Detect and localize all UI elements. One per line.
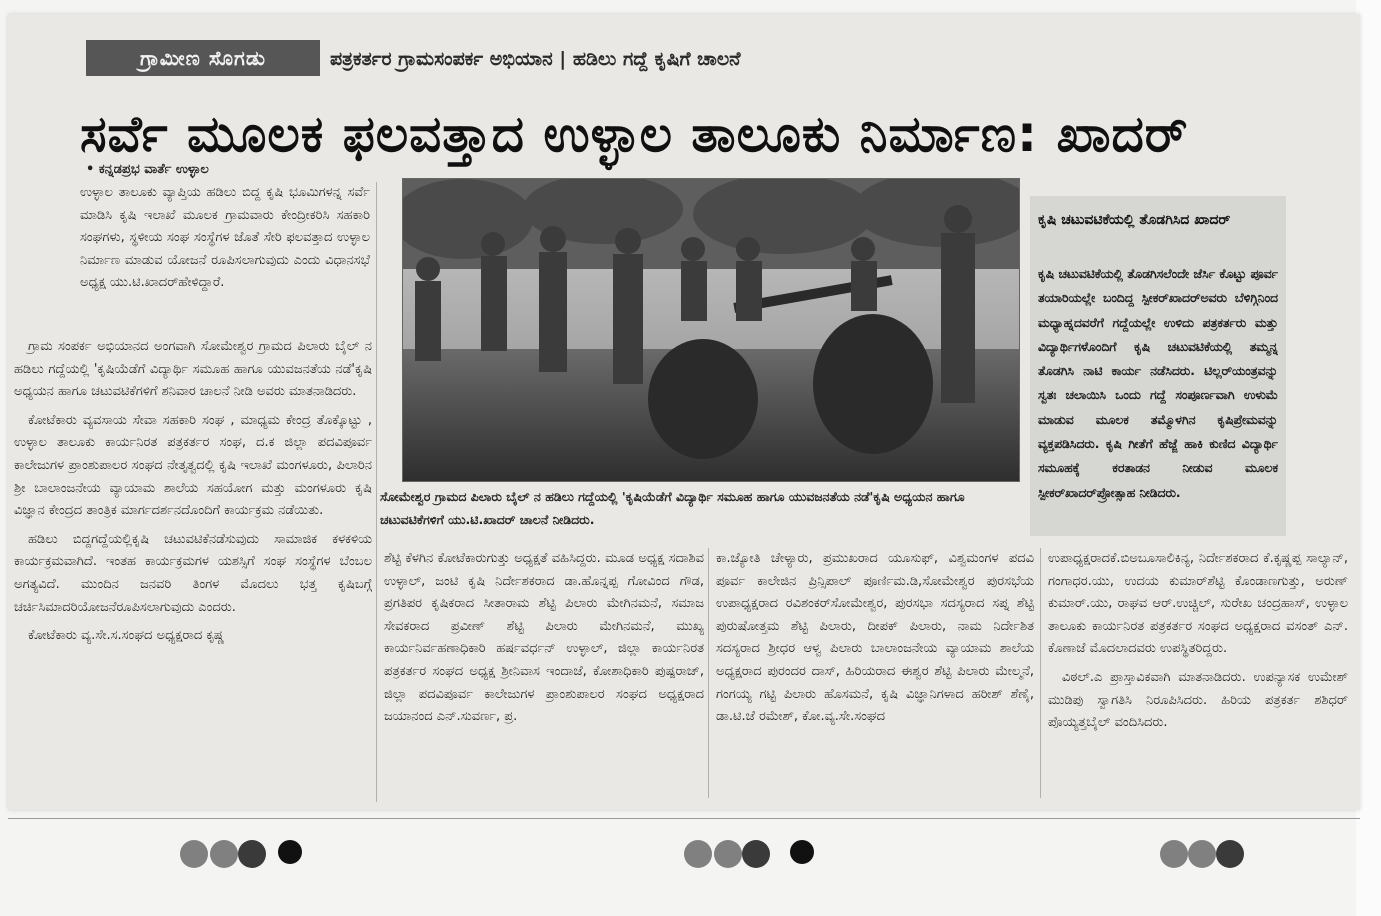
punch-holes-center xyxy=(684,838,824,870)
headline: ಸರ್ವೆ ಮೂಲಕ ಫಲವತ್ತಾದ ಉಳ್ಳಾಲ ತಾಲೂಕು ನಿರ್ಮಾಣ: ಖಾದರ್ xyxy=(80,105,1189,163)
column-divider xyxy=(1040,548,1041,798)
kicker-line: ಪತ್ರಕರ್ತರ ಗ್ರಾಮಸಂಪರ್ಕ ಅಭಿಯಾನ | ಹಡಿಲು ಗದ್ದೆ ಕೃಷಿಗೆ ಚಾಲನೆ xyxy=(330,48,741,70)
article-column-4 xyxy=(1048,548,1348,798)
paragraph: ಉಪಾಧ್ಯಕ್ಷರಾದಕೆ.ಬಿಅಬೂಸಾಲಿಕಿನ್ಯ, ನಿರ್ದೇಶಕರಾದ ಕೆ.ಕೃಷ್ಣಪ್ಪ ಸಾಲ್ಯಾನ್, ಗಂಗಾಧರ.ಯು, ಉದಯ ಕುಮಾರ್‌ಶೆಟ್ಟಿ ಕೊಂಡಾಣಗುತ್ತು, ಅರುಣ್ ಕುಮಾರ್.ಯು, ರಾಘವ ಆರ್.ಉಚ್ಚಿಲ್, ಸುರೇಖ ಚಂದ್ರಹಾಸ್, ಉಳ್ಳಾಲ ತಾಲೂಕು ಕಾರ್ಯನಿರತ ಪತ್ರಕರ್ತರ ಸಂಘದ ಅಧ್ಯಕ್ಷರಾದ ವಸಂತ್ ಎನ್. ಕೊಣಾಜೆ ಮೊದಲಾದವರು ಉಪಸ್ಥಿತರಿದ್ದರು. xyxy=(1048,551,1348,657)
punch-holes-left xyxy=(180,838,310,870)
bottom-rule xyxy=(8,818,1360,819)
sidebar-text: ಕೃಷಿ ಚಟುವಟಿಕೆಯಲ್ಲಿ ತೊಡಗಿಸಲೆಂದೇ ಜೆರ್ಸಿ ಕೊಟ್ಟು ಪೂರ್ವ ತಯಾರಿಯಲ್ಲೇ ಬಂದಿದ್ದ ಸ್ಪೀಕರ್‌ಖಾದರ್‌ಅವರು ಬೆಳಿಗ್ಗಿನಿಂದ ಮಧ್ಯಾಹ್ನದವರೆಗೆ ಗದ್ದೆಯಲ್ಲೇ ಉಳಿದು ಪತ್ರಕರ್ತರು ಮತ್ತು ವಿದ್ಯಾರ್ಥಿಗಳೊಂದಿಗೆ ಕೃಷಿ ಚಟುವಟಿಕೆಯಲ್ಲಿ ತಮ್ಮನ್ನ ತೊಡಗಿಸಿ ನಾಟಿ ಕಾರ್ಯ ನಡೆಸಿದರು. ಟಿಲ್ಲರ್‌ಯಂತ್ರವನ್ನು ಸ್ವತಃ ಚಲಾಯಿಸಿ ಒಂದು ಗದ್ದೆ ಸಂಪೂರ್ಣವಾಗಿ ಉಳುಮೆ ಮಾಡುವ ಮೂಲಕ ತಮ್ಮೊಳಗಿನ ಕೃಷಿಪ್ರೇಮವನ್ನು ವ್ಯಕ್ತಪಡಿಸಿದರು. ಕೃಷಿ ಗೀತೆಗೆ ಹೆಜ್ಜೆ ಹಾಕಿ ಕುಣಿದ ವಿದ್ಯಾರ್ಥಿ ಸಮೂಹಕ್ಕೆ ಕರತಾಡನ ನೀಡುವ ಮೂಲಕ ಸ್ಪೀಕರ್‌ಖಾದರ್‌ಪ್ರೋತ್ಸಾಹ ನೀಡಿದರು. xyxy=(1038,267,1278,500)
paragraph: ವಿಠಲ್.ಎ ಪ್ರಾಸ್ತಾವಿಕವಾಗಿ ಮಾತನಾಡಿದರು. ಉಪನ್ಯಾಸಕ ಉಮೇಶ್ ಮುಡಿಪು ಸ್ವಾಗತಿಸಿ ನಿರೂಪಿಸಿದರು. ಹಿರಿಯ ಪತ್ರಕರ್ತ ಶಶಿಧರ್ ಪೊಯ್ಯತ್ತಬೈಲ್ ವಂದಿಸಿದರು. xyxy=(1048,669,1348,731)
photo-caption: ಸೋಮೇಶ್ವರ ಗ್ರಾಮದ ಪಿಲಾರು ಬೈಲ್ ನ ಹಡಿಲು ಗದ್ದೆಯಲ್ಲಿ 'ಕೃಷಿಯೆಡೆಗೆ ವಿದ್ಯಾರ್ಥಿ ಸಮೂಹ ಹಾಗೂ ಯುವಜನತೆಯ ನಡೆ'ಕೃಷಿ ಅಧ್ಯಯನ ಹಾಗೂ ಚಟುವಟಿಕೆಗಳಿಗೆ ಯು.ಟಿ.ಖಾದರ್ ಚಾಲನೆ ನೀಡಿದರು. xyxy=(380,489,965,527)
paragraph: ಶೆಟ್ಟಿ ಕೆಳಗಿನ ಕೋಟೆಕಾರುಗುತ್ತು ಅಧ್ಯಕ್ಷತೆ ವಹಿಸಿದ್ದರು. ಮೂಡ ಅಧ್ಯಕ್ಷ ಸದಾಶಿವ ಉಳ್ಳಾಲ್, ಜಂಟಿ ಕೃಷಿ ನಿರ್ದೇಶಕರಾದ ಡಾ.ಹೊನ್ನಪ್ಪ ಗೋವಿಂದ ಗೌಡ, ಪ್ರಗತಿಪರ ಕೃಷಿಕರಾದ ಸೀತಾರಾಮ ಶೆಟ್ಟಿ ಪಿಲಾರು ಮೇಗಿನಮನೆ, ಸಮಾಜ ಸೇವಕರಾದ ಪ್ರವೀಣ್ ಶೆಟ್ಟಿ ಪಿಲಾರು ಮೇಗಿನಮನೆ, ಮುಖ್ಯ ಕಾರ್ಯನಿರ್ವಹಣಾಧಿಕಾರಿ ಹರ್ಷವರ್ಧನ್ ಉಳ್ಳಾಲ್, ಜಿಲ್ಲಾ ಕಾರ್ಯನಿರತ ಪತ್ರಕರ್ತರ ಸಂಘದ ಅಧ್ಯಕ್ಷ ಶ್ರೀನಿವಾಸ ಇಂದಾಜೆ, ಕೋಶಾಧಿಕಾರಿ ಪುಷ್ಪರಾಜ್, ಜಿಲ್ಲಾ ಪದವಿಪೂರ್ವ ಕಾಲೇಜುಗಳ ಪ್ರಾಂಶುಪಾಲರ ಸಂಘದ ಅಧ್ಯಕ್ಷರಾದ ಜಯಾನಂದ ಎನ್.ಸುವರ್ಣ, ಪ್ರ. xyxy=(384,551,704,725)
column-divider xyxy=(708,548,709,798)
byline: • ಕನ್ನಡಪ್ರಭ ವಾರ್ತೆ ಉಳ್ಳಾಲ xyxy=(86,162,209,177)
article-column-3 xyxy=(716,548,1034,808)
paragraph: ಕಾ.ಜ್ಯೋತಿ ಚೇಳ್ಯಾರು, ಪ್ರಮುಖರಾದ ಯೂಸುಫ್, ವಿಶ್ವಮಂಗಳ ಪದವಿ ಪೂರ್ವ ಕಾಲೇಜಿನ ಪ್ರಿನ್ಸಿಪಾಲ್ ಪೂರ್ಣಿಮ.ಡಿ,ಸೋಮೇಶ್ವರ ಪುರಸಭೆಯ ಉಪಾಧ್ಯಕ್ಷರಾದ ರವಿಶಂಕರ್‌ಸೋಮೇಶ್ವರ, ಪುರಸಭಾ ಸದಸ್ಯರಾದ ಸಪ್ನ ಶೆಟ್ಟಿ ಪುರುಷೋತ್ತಮ ಶೆಟ್ಟಿ ಪಿಲಾರು, ದೀಪಕ್ ಪಿಲಾರು, ನಾಮ ನಿರ್ದೇಶಿತ ಸದಸ್ಯರಾದ ಶ್ರೀಧರ ಆಳ್ವ ಪಿಲಾರು ಬಾಲಾಂಜನೇಯ ವ್ಯಾಯಾಮ ಶಾಲೆಯ ಅಧ್ಯಕ್ಷರಾದ ಪುರಂದರ ದಾಸ್, ಹಿರಿಯರಾದ ಈಶ್ವರ ಶೆಟ್ಟಿ ಪಿಲಾರು ಮೇಲ್ಮನೆ, ಗಂಗಯ್ಯ ಗಟ್ಟಿ ಪಿಲಾರು ಹೊಸಮನೆ, ಕೃಷಿ ವಿಜ್ಞಾನಿಗಳಾದ ಹರೀಶ್ ಶೆಣೈ, ಡಾ.ಟಿ.ಜೆ ರಮೇಶ್, ಕೋ.ವ್ಯ.ಸೇ.ಸಂಘದ xyxy=(716,551,1034,725)
paragraph: ಉಳ್ಳಾಲ ತಾಲೂಕು ವ್ಯಾಪ್ತಿಯ ಹಡಿಲು ಬಿದ್ದ ಕೃಷಿ ಭೂಮಿಗಳನ್ನ ಸರ್ವೆ ಮಾಡಿಸಿ ಕೃಷಿ ಇಲಾಖೆ ಮೂಲಕ ಗ್ರಾಮವಾರು ಕೇಂದ್ರೀಕರಿಸಿ ಸಹಕಾರಿ ಸಂಘಗಳು, ಸ್ಥಳೀಯ ಸಂಘ ಸಂಸ್ಥೆಗಳ ಜೊತೆ ಸೇರಿ ಫಲವತ್ತಾದ ಉಳ್ಳಾಲ ನಿರ್ಮಾಣ ಮಾಡುವ ಯೋಜನೆ ರೂಪಿಸಲಾಗುವುದು ಎಂದು ವಿಧಾನಸಭೆ ಅಧ್ಯಕ್ಷ ಯು.ಟಿ.ಖಾದರ್‌ಹೇಳಿದ್ದಾರೆ. xyxy=(80,185,370,291)
column-divider xyxy=(376,182,377,802)
paragraph: ಕೋಟೆಕಾರು ವ್ಯವಸಾಯ ಸೇವಾ ಸಹಕಾರಿ ಸಂಘ , ಮಾಧ್ಯಮ ಕೇಂದ್ರ ತೊಕ್ಕೊಟ್ಟು , ಉಳ್ಳಾಲ ತಾಲೂಕು ಕಾರ್ಯನಿರತ ಪತ್ರಕರ್ತರ ಸಂಘ, ದ.ಕ ಜಿಲ್ಲಾ ಪದವಿಪೂರ್ವ ಕಾಲೇಜುಗಳ ಪ್ರಾಂಶುಪಾಲರ ಸಂಘದ ನೇತೃತ್ವದಲ್ಲಿ ಕೃಷಿ ಇಲಾಖೆ ಮಂಗಳೂರು, ಪಿಲಾರಿನ ಶ್ರೀ ಬಾಲಾಂಜನೇಯ ವ್ಯಾಯಾಮ ಶಾಲೆಯ ಸಹಯೋಗ ಮತ್ತು ಮಂಗಳೂರು ಕೃಷಿ ವಿಜ್ಞಾನ ಕೇಂದ್ರದ ತಾಂತ್ರಿಕ ಮಾರ್ಗದರ್ಶನದೊಂದಿಗೆ ಕಾರ್ಯಕ್ರಮ ನಡೆಯಿತು. xyxy=(14,412,372,519)
article-column-1 xyxy=(14,336,372,811)
punch-holes-right xyxy=(1160,838,1270,870)
news-photo-illustration xyxy=(403,179,1019,481)
paragraph: ಗ್ರಾಮ ಸಂಪರ್ಕ ಅಭಿಯಾನದ ಅಂಗವಾಗಿ ಸೋಮೇಶ್ವರ ಗ್ರಾಮದ ಪಿಲಾರು ಬೈಲ್ ನ ಹಡಿಲು ಗದ್ದೆಯಲ್ಲಿ 'ಕೃಷಿಯೆಡೆಗೆ ವಿದ್ಯಾರ್ಥಿ ಸಮೂಹ ಹಾಗೂ ಯುವಜನತೆಯ ನಡೆ'ಕೃಷಿ ಅಧ್ಯಯನ ಹಾಗೂ ಚಟುವಟಿಕೆಗಳಿಗೆ ಶನಿವಾರ ಚಾಲನೆ ನೀಡಿ ಅವರು ಮಾತನಾಡಿದರು. xyxy=(14,339,372,400)
news-photo xyxy=(402,178,1020,482)
sidebar-title: ಕೃಷಿ ಚಟುವಟಿಕೆಯಲ್ಲಿ ತೊಡಗಿಸಿದ ಖಾದರ್ xyxy=(1038,212,1231,228)
article-column-1-top xyxy=(80,182,370,342)
paragraph: ಹಡಿಲು ಬಿದ್ದಗದ್ದೆಯಲ್ಲಿಕೃಷಿ ಚಟುವಟಿಕೆನಡೆಸುವುದು ಸಾಮಾಜಿಕ ಕಳಕಳಿಯ ಕಾರ್ಯಕ್ರಮವಾಗಿದೆ. ಇಂತಹ ಕಾರ್ಯಕ್ರಮಗಳ ಯಶಸ್ಸಿಗೆ ಸಂಘ ಸಂಸ್ಥೆಗಳ ಬೆಂಬಲ ಅಗತ್ಯವಿದೆ. ಮುಂದಿನ ಜನವರಿ ತಿಂಗಳ ಮೊದಲು ಭತ್ತ ಕೃಷಿಬಗ್ಗೆ ಚರ್ಚಿಸಿಮಾದರಿಯೋಜನೆರೂಪಿಸಲಾಗುವುದು ಎಂದರು. xyxy=(14,531,372,615)
article-column-2 xyxy=(384,548,704,808)
paragraph: ಕೋಟೆಕಾರು ವ್ಯ.ಸೇ.ಸ.ಸಂಘದ ಅಧ್ಯಕ್ಷರಾದ ಕೃಷ್ಣ xyxy=(28,628,225,644)
section-tag: ಗ್ರಾಮೀಣ ಸೊಗಡು xyxy=(86,40,320,76)
